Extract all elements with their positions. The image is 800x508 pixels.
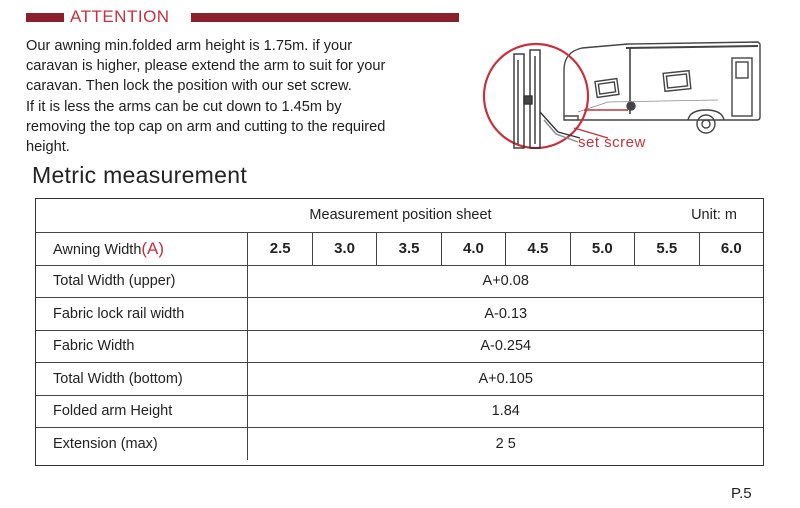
table-row: [36, 330, 763, 363]
intro-line: caravan. Then lock the position with our set screw.: [26, 78, 352, 95]
attention-heading: ATTENTION: [70, 7, 170, 26]
table-row: [36, 395, 763, 428]
table-row: [36, 428, 763, 460]
size-cell: 5.0: [570, 233, 634, 266]
row-value: A+0.08: [248, 265, 763, 298]
size-cell: 3.0: [312, 233, 376, 266]
row-label: Total Width (bottom): [36, 363, 248, 396]
intro-line: removing the top cap on arm and cutting to the required: [26, 118, 386, 135]
intro-line: Our awning min.folded arm height is 1.75m. if your: [26, 38, 353, 54]
size-cell: 4.0: [441, 233, 505, 266]
table-row-awning-width: [36, 233, 763, 266]
header-bar-left: [26, 13, 64, 22]
awning-width-symbol: (A): [141, 238, 165, 258]
row-value: A+0.105: [248, 363, 763, 396]
caravan-icon: [564, 42, 760, 133]
row-label: Fabric Width: [36, 330, 248, 363]
size-cell: 4.5: [506, 233, 570, 266]
size-cell: 5.5: [635, 233, 699, 266]
intro-line: height.: [26, 139, 70, 156]
size-cell: 3.5: [377, 233, 441, 266]
measurement-sheet: [35, 198, 764, 466]
header-bar-right: [191, 13, 459, 22]
section-title: Metric measurement: [32, 162, 248, 188]
row-label: Extension (max): [36, 428, 248, 460]
row-label: Fabric lock rail width: [36, 298, 248, 331]
row-label: Total Width (upper): [36, 265, 248, 298]
table-row: [36, 363, 763, 396]
intro-paragraph: [26, 36, 496, 157]
sheet-title: Measurement position sheet: [309, 207, 492, 223]
table-row: [36, 298, 763, 331]
row-value: A-0.254: [248, 330, 763, 363]
row-label: Folded arm Height: [36, 395, 248, 428]
set-screw-label: set screw: [578, 134, 646, 151]
awning-width-label: [36, 233, 248, 266]
awning-width-text: Awning Width: [53, 241, 142, 258]
measurement-table: [36, 232, 763, 460]
intro-line: If it is less the arms can be cut down to 1.45m by: [26, 98, 342, 115]
size-cell: 2.5: [248, 233, 312, 266]
row-value: 2 5: [248, 428, 763, 460]
size-cell: 6.0: [699, 233, 763, 266]
page-number: P.5: [731, 485, 752, 502]
row-value: 1.84: [248, 395, 763, 428]
unit-label: Unit: m: [691, 207, 737, 223]
intro-line: caravan is higher, please extend the arm to suit for your: [26, 58, 386, 75]
row-value: A-0.13: [248, 298, 763, 331]
table-row: [36, 265, 763, 298]
